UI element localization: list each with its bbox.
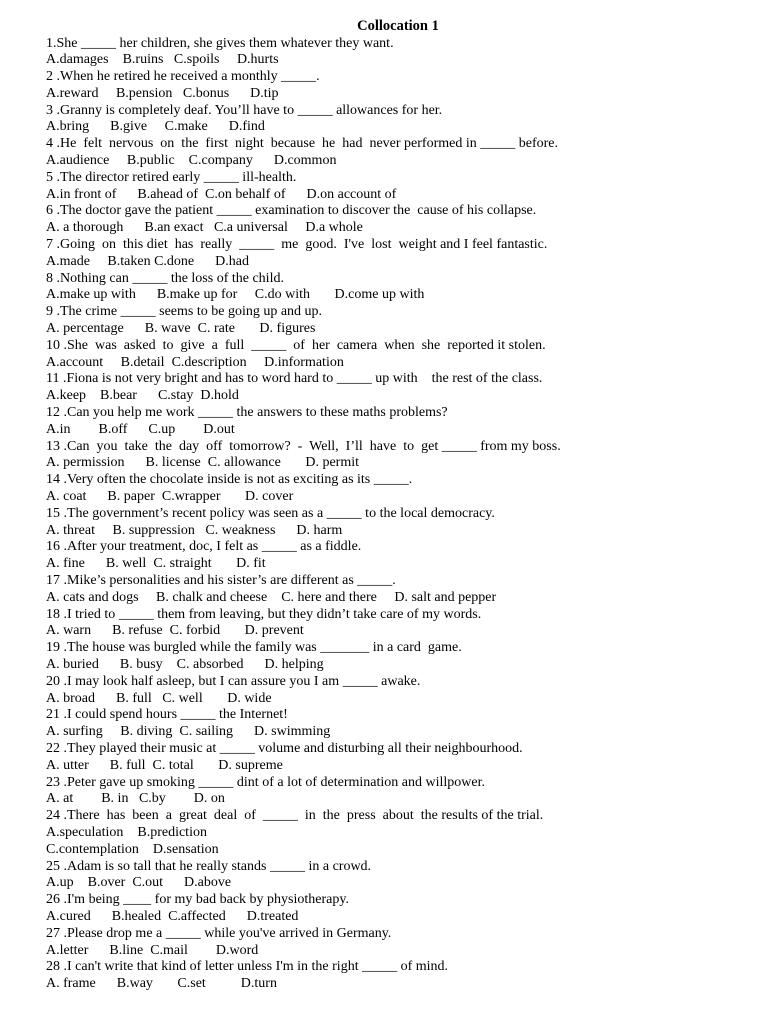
options-line: A. surfing B. diving C. sailing D. swimming <box>46 724 331 740</box>
question-line: 24 .There has been a great deal of _____ in the press about the results of the trial. <box>46 808 544 824</box>
question-line: 13 .Can you take the day off tomorrow? - Well, I’ll have to get _____ from my boss. <box>46 438 561 454</box>
options-line: A.audience B.public C.company D.common <box>46 153 337 169</box>
question-line: 12 .Can you help me work _____ the answers to these maths problems? <box>46 405 448 421</box>
options-line: A.keep B.bear C.stay D.hold <box>46 388 239 404</box>
options-line: A. permission B. license C. allowance D. permit <box>46 455 359 471</box>
options-line: A.bring B.give C.make D.find <box>46 119 265 135</box>
options-line: A.make up with B.make up for C.do with D.come up with <box>46 287 425 303</box>
options-line: A. buried B. busy C. absorbed D. helping <box>46 656 324 672</box>
options-line: A.cured B.healed C.affected D.treated <box>46 908 299 924</box>
question-line: 10 .She was asked to give a full _____ of her camera when she reported it stolen. <box>46 337 546 353</box>
page-title: Collocation 1 <box>357 18 439 34</box>
question-line: 8 .Nothing can _____ the loss of the child. <box>46 270 284 286</box>
question-line: 7 .Going on this diet has really _____ me good. I've lost weight and I feel fantastic. <box>46 237 548 253</box>
options-line: A.account B.detail C.description D.information <box>46 354 344 370</box>
options-line: A. percentage B. wave C. rate D. figures <box>46 321 316 337</box>
question-list <box>46 36 746 993</box>
question-line: 15 .The government’s recent policy was seen as a _____ to the local democracy. <box>46 505 495 521</box>
question-line: 16 .After your treatment, doc, I felt as _____ as a fiddle. <box>46 539 362 555</box>
question-line: 1.She _____ her children, she gives them whatever they want. <box>46 35 394 51</box>
options-line: A.made B.taken C.done D.had <box>46 253 249 269</box>
options-line: A.speculation B.prediction <box>46 824 207 840</box>
options-line: C.contemplation D.sensation <box>46 841 219 857</box>
options-line: A. frame B.way C.set D.turn <box>46 976 277 992</box>
options-line: A. fine B. well C. straight D. fit <box>46 556 266 572</box>
question-line: 20 .I may look half asleep, but I can assure you I am _____ awake. <box>46 673 421 689</box>
question-line: 22 .They played their music at _____ volume and disturbing all their neighbourhood. <box>46 740 523 756</box>
options-line: A. at B. in C.by D. on <box>46 791 225 807</box>
question-line: 23 .Peter gave up smoking _____ dint of a lot of determination and willpower. <box>46 774 485 790</box>
options-line: A. threat B. suppression C. weakness D. harm <box>46 522 343 538</box>
options-line: A.reward B.pension C.bonus D.tip <box>46 85 279 101</box>
options-line: A. utter B. full C. total D. supreme <box>46 757 283 773</box>
question-line: 6 .The doctor gave the patient _____ examination to discover the cause of his collapse. <box>46 203 537 219</box>
question-line: 4 .He felt nervous on the first night because he had never performed in _____ before. <box>46 136 559 152</box>
question-line: 3 .Granny is completely deaf. You’ll have to _____ allowances for her. <box>46 102 443 118</box>
options-line: A. a thorough B.an exact C.a universal D.a whole <box>46 220 363 236</box>
question-line: 11 .Fiona is not very bright and has to word hard to _____ up with the rest of the class. <box>46 371 543 387</box>
question-line: 18 .I tried to _____ them from leaving, but they didn’t take care of my words. <box>46 606 482 622</box>
question-line: 2 .When he retired he received a monthly _____. <box>46 69 320 85</box>
question-line: 14 .Very often the chocolate inside is not as exciting as its _____. <box>46 472 413 488</box>
question-line: 9 .The crime _____ seems to be going up and up. <box>46 304 323 320</box>
question-line: 28 .I can't write that kind of letter unless I'm in the right _____ of mind. <box>46 959 449 975</box>
options-line: A.in front of B.ahead of C.on behalf of D.on account of <box>46 186 397 202</box>
question-line: 25 .Adam is so tall that he really stands _____ in a crowd. <box>46 858 372 874</box>
options-line: A.damages B.ruins C.spoils D.hurts <box>46 52 279 68</box>
options-line: A. coat B. paper C.wrapper D. cover <box>46 489 294 505</box>
options-line: A.up B.over C.out D.above <box>46 875 232 891</box>
question-line: 21 .I could spend hours _____ the Internet! <box>46 707 288 723</box>
question-line: 5 .The director retired early _____ ill-health. <box>46 169 297 185</box>
question-line: 19 .The house was burgled while the family was _______ in a card game. <box>46 640 462 656</box>
options-line: A. warn B. refuse C. forbid D. prevent <box>46 623 304 639</box>
options-line: A.letter B.line C.mail D.word <box>46 942 259 958</box>
options-line: A. cats and dogs B. chalk and cheese C. here and there D. salt and pepper <box>46 589 497 605</box>
question-line: 17 .Mike’s personalities and his sister’s are different as _____. <box>46 573 396 588</box>
question-line: 27 .Please drop me a _____ while you've arrived in Germany. <box>46 925 392 941</box>
options-line: A. broad B. full C. well D. wide <box>46 690 272 706</box>
question-line: 26 .I'm being ____ for my bad back by physiotherapy. <box>46 892 349 908</box>
options-line: A.in B.off C.up D.out <box>46 421 235 437</box>
